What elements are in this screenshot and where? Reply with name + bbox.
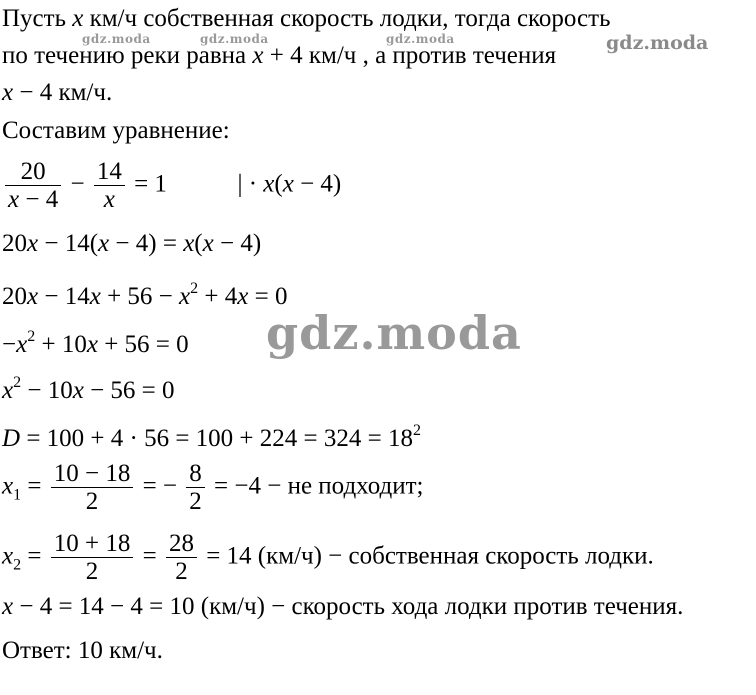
variable-x: x: [252, 42, 264, 69]
multiplier-note: [237, 171, 341, 198]
text: по течению реки равна: [2, 42, 253, 69]
variable-x: x: [8, 186, 20, 213]
equation-4: [2, 322, 189, 360]
numerator: 14: [96, 158, 122, 185]
text: − 4): [213, 230, 262, 257]
equation-5: [2, 368, 175, 406]
text: =: [21, 472, 48, 500]
text: = 100 + 4 · 56 = 100 + 224 = 324 = 18: [20, 425, 413, 452]
variable-x: x: [183, 230, 195, 257]
text: + 4 км/ч , а против течения: [263, 42, 557, 69]
equals-one: = 1: [134, 170, 167, 198]
numerator: 20: [20, 158, 46, 185]
variable-x: x: [2, 542, 14, 570]
text: (: [194, 230, 203, 257]
denominator: 2: [166, 557, 197, 586]
variable-x: x: [72, 377, 84, 404]
text: = 0: [248, 283, 288, 310]
intro-line-3: [2, 78, 112, 108]
watermark-small-3: gdz.moda: [386, 32, 455, 46]
variable-x: x: [2, 377, 14, 404]
variable-x: x: [2, 472, 14, 500]
text: − 4): [293, 170, 342, 198]
text: − 56 = 0: [83, 377, 175, 404]
fraction-8-over-2: [186, 460, 205, 516]
text: − 4: [19, 186, 59, 213]
text: | ·: [237, 170, 264, 198]
text: = 14 (км/ч) − собственная скорость лодки.: [199, 542, 654, 570]
text: − 10: [21, 377, 73, 404]
exponent: 2: [412, 422, 421, 439]
equation-2: [2, 229, 261, 259]
variable-x: x: [98, 230, 110, 257]
minus-sign: −: [70, 170, 85, 198]
text: (: [274, 170, 283, 198]
variable-x: x: [2, 79, 14, 106]
variable-x: x: [16, 331, 28, 358]
numerator: 10 − 18: [53, 460, 131, 487]
text: − 14: [38, 283, 90, 310]
text: + 56 −: [100, 283, 180, 310]
exponent: 2: [13, 374, 22, 391]
variable-x: x: [263, 170, 275, 198]
fraction-10-plus-18-over-2: [51, 530, 134, 586]
numerator: 8: [189, 460, 202, 487]
variable-x: x: [282, 170, 294, 198]
exponent: 2: [27, 328, 36, 345]
fraction-14-over-x: [94, 158, 125, 214]
text: Пусть: [2, 5, 73, 32]
text: + 4: [198, 283, 238, 310]
variable-x: x: [179, 283, 191, 310]
text: + 10: [35, 331, 87, 358]
variable-x: x: [27, 283, 39, 310]
numerator: 10 + 18: [53, 530, 131, 557]
text: км/ч собственная скорость лодки, тогда скорость: [83, 5, 611, 32]
text: = −: [136, 472, 178, 500]
text: − 14(: [38, 230, 99, 257]
fraction-28-over-2: [166, 530, 197, 586]
denominator: [5, 185, 61, 214]
text: − 4) =: [109, 230, 184, 257]
section-heading: Составим уравнение:: [2, 117, 230, 144]
equation-1: [2, 158, 341, 214]
variable-x: x: [202, 230, 214, 257]
text: = −4 − не подходит;: [207, 472, 424, 500]
fraction-10-minus-18-over-2: [51, 460, 134, 516]
denominator: 2: [51, 487, 134, 516]
equation-root-2: [2, 530, 654, 586]
variable-x: x: [237, 283, 249, 310]
text: + 56 = 0: [97, 331, 189, 358]
subscript: 1: [13, 486, 22, 504]
equation-discriminant: [2, 416, 421, 454]
exponent: 2: [190, 280, 199, 297]
denominator: x: [94, 185, 125, 214]
text: − 4 = 14 − 4 = 10 (км/ч) − скорость хода лодки против течения.: [13, 593, 684, 620]
answer-line: Ответ: 10 км/ч.: [2, 637, 163, 664]
text: =: [136, 542, 163, 570]
numerator: 28: [168, 530, 194, 557]
text: − 4 км/ч.: [13, 79, 113, 106]
variable-d: D: [2, 425, 21, 452]
watermark-medium: gdz.moda: [606, 32, 709, 54]
variable-x: x: [2, 593, 14, 620]
denominator: 2: [51, 557, 134, 586]
fraction-20-over-x-minus-4: [5, 158, 61, 214]
text: 20: [2, 283, 27, 310]
denominator: 2: [186, 487, 205, 516]
text: −: [2, 331, 17, 358]
watermark-small-1: gdz.moda: [82, 32, 151, 46]
equation-3: [2, 274, 287, 312]
text: 20: [2, 230, 27, 257]
intro-line-1: [2, 4, 610, 34]
variable-x: x: [27, 230, 39, 257]
watermark-large: gdz.moda: [266, 306, 522, 360]
variable-x: x: [72, 5, 84, 32]
watermark-small-2: gdz.moda: [200, 32, 269, 46]
equation-root-1: [2, 460, 423, 516]
text: =: [21, 542, 48, 570]
variable-x: x: [89, 283, 101, 310]
variable-x: x: [86, 331, 98, 358]
equation-upstream-speed: [2, 592, 683, 622]
subscript: 2: [13, 556, 22, 574]
